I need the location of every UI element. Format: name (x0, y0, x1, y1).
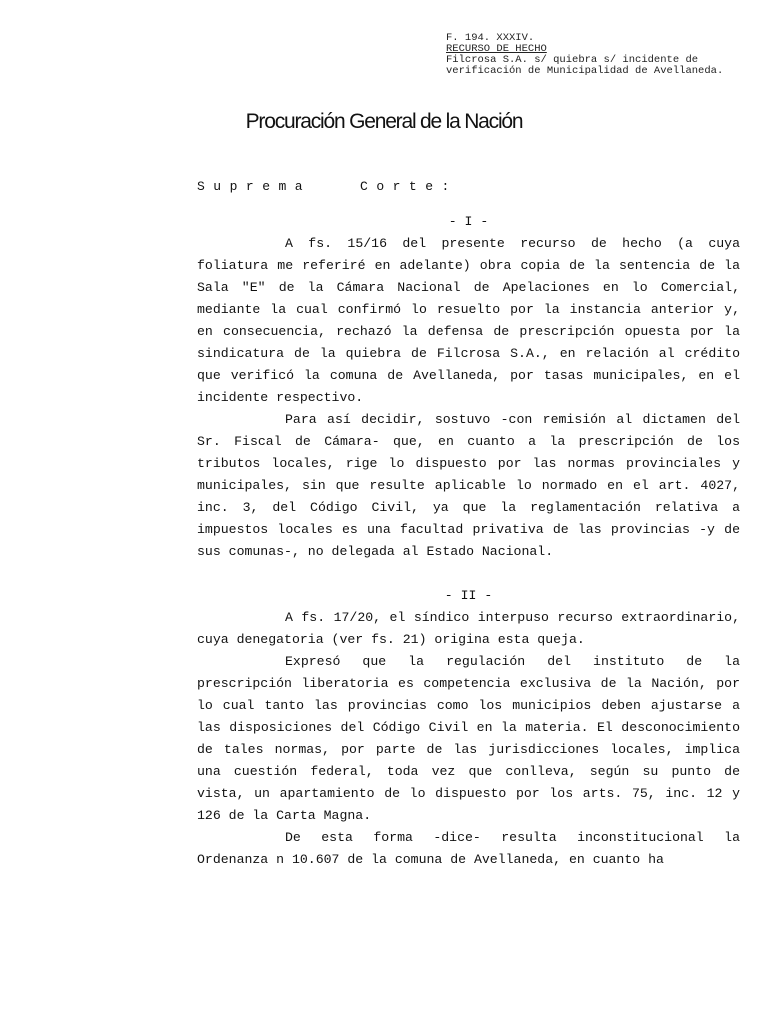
salutation: Suprema Corte: (197, 179, 458, 194)
document-body (197, 211, 740, 871)
paragraph: A fs. 17/20, el síndico interpuso recurso extraordinario, cuya denegatoria (ver fs. 21) origina esta queja. (197, 610, 740, 647)
section-heading: - II - (444, 588, 493, 603)
case-header (446, 33, 723, 77)
paragraph: De esta forma -dice- resulta inconstitucional la Ordenanza n 10.607 de la comuna de Avellaneda, en cuanto ha (197, 830, 740, 867)
case-caption-line-1: Filcrosa S.A. s/ quiebra s/ incidente de (446, 54, 699, 66)
office-title: Procuración General de la Nación (245, 110, 523, 133)
case-number: F. 194. XXXIV. (446, 32, 535, 44)
paragraph: Expresó que la regulación del instituto de la prescripción liberatoria es competencia exclusiva de la Nación, por lo cual tanto las provincias como los municipios deben ajustarse a las disposiciones del Código Civil en la materia. El desconocimiento de tales normas, por parte de las jurisdicciones locales, implica una cuestión federal, toda vez que conlleva, según su punto de vista, un apartamiento de lo dispuesto por los arts. 75, inc. 12 y 126 de la Carta Magna. (197, 654, 740, 823)
case-caption-line-2: verificación de Municipalidad de Avellaneda. (446, 65, 724, 77)
case-type: RECURSO DE HECHO (446, 43, 547, 55)
paragraph: Para así decidir, sostuvo -con remisión al dictamen del Sr. Fiscal de Cámara- que, en cuanto a la prescripción de los tributos locales, rige lo dispuesto por las normas provinciales y municipales, sin que resulte aplicable lo normado en el art. 4027, inc. 3, del Código Civil, ya que la reglamentación relativa a impuestos locales es una facultad privativa de las provincias -y de sus comunas-, no delegada al Estado Nacional. (197, 412, 740, 559)
section-heading: - I - (448, 214, 489, 229)
paragraph: A fs. 15/16 del presente recurso de hecho (a cuya foliatura me referiré en adelante) obra copia de la sentencia de la Sala "E" de la Cámara Nacional de Apelaciones en lo Comercial, mediante la cual confirmó lo resuelto por la instancia anterior y, en consecuencia, rechazó la defensa de prescripción opuesta por la sindicatura de la quiebra de Filcrosa S.A., en relación al crédito que verificó la comuna de Avellaneda, por tasas municipales, en el incidente respectivo. (197, 236, 740, 405)
